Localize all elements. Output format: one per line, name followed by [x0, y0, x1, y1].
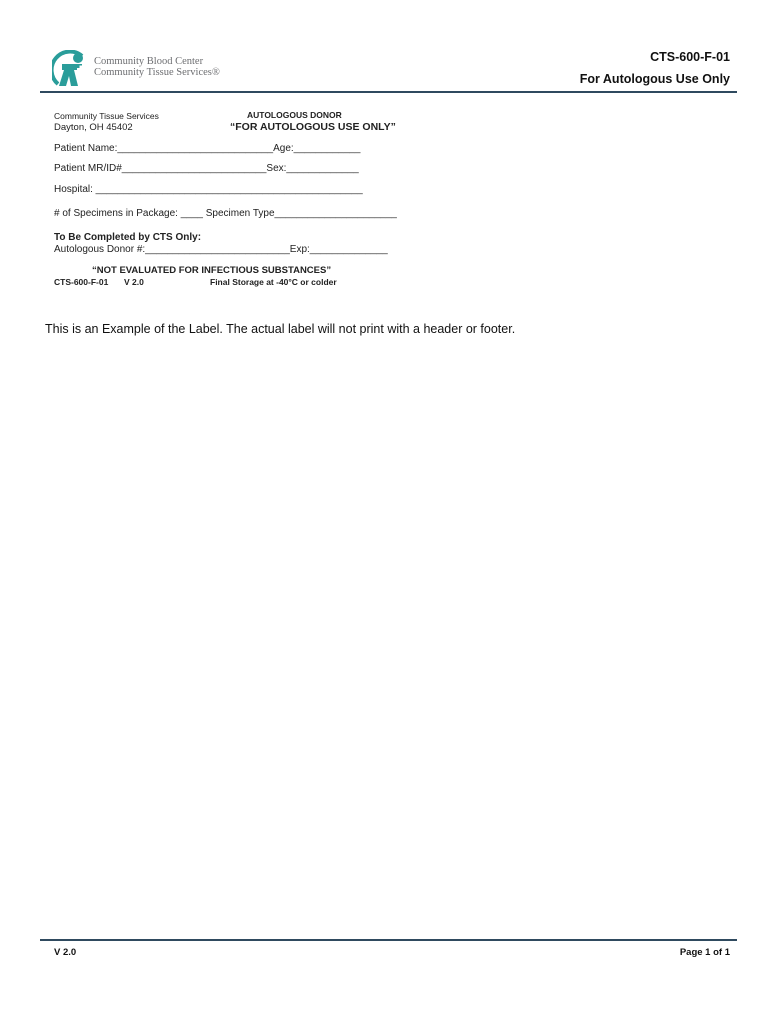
label-organization: Community Tissue Services: [54, 111, 159, 121]
organization-logo: [52, 50, 220, 92]
header-divider: [40, 91, 737, 93]
document-subtitle: For Autologous Use Only: [579, 72, 730, 86]
logo-line-2: Community Tissue Services®: [94, 67, 220, 78]
footer-divider: [40, 939, 737, 941]
example-note: This is an Example of the Label. The actual label will not print with a header or footer.: [45, 322, 516, 336]
label-use-only: “FOR AUTOLOGOUS USE ONLY”: [230, 121, 396, 133]
patient-name-field: Patient Name:____________________________Age:____________: [54, 143, 361, 154]
label-form-code: CTS-600-F-01: [54, 277, 109, 287]
patient-mr-field: Patient MR/ID#__________________________Sex:_____________: [54, 163, 359, 174]
footer-version: V 2.0: [54, 947, 77, 958]
storage-instruction: Final Storage at -40°C or colder: [210, 277, 337, 287]
label-form-version: V 2.0: [124, 277, 144, 287]
logo-line-1: Community Blood Center: [94, 56, 204, 67]
footer-page-number: Page 1 of 1: [679, 947, 730, 958]
specimens-field: # of Specimens in Package: ____ Specimen Type______________________: [54, 208, 397, 219]
document-code: CTS-600-F-01: [650, 50, 730, 64]
cts-only-heading: To Be Completed by CTS Only:: [54, 232, 202, 243]
not-evaluated-notice: “NOT EVALUATED FOR INFECTIOUS SUBSTANCES”: [92, 265, 332, 276]
donor-number-field: Autologous Donor #:__________________________Exp:______________: [54, 244, 388, 255]
label-city: Dayton, OH 45402: [54, 122, 133, 133]
logo-text: [94, 56, 220, 78]
blood-center-figure-icon: [52, 50, 90, 90]
label-donor-type: AUTOLOGOUS DONOR: [247, 110, 342, 120]
hospital-field: Hospital: ________________________________________________: [54, 184, 363, 195]
